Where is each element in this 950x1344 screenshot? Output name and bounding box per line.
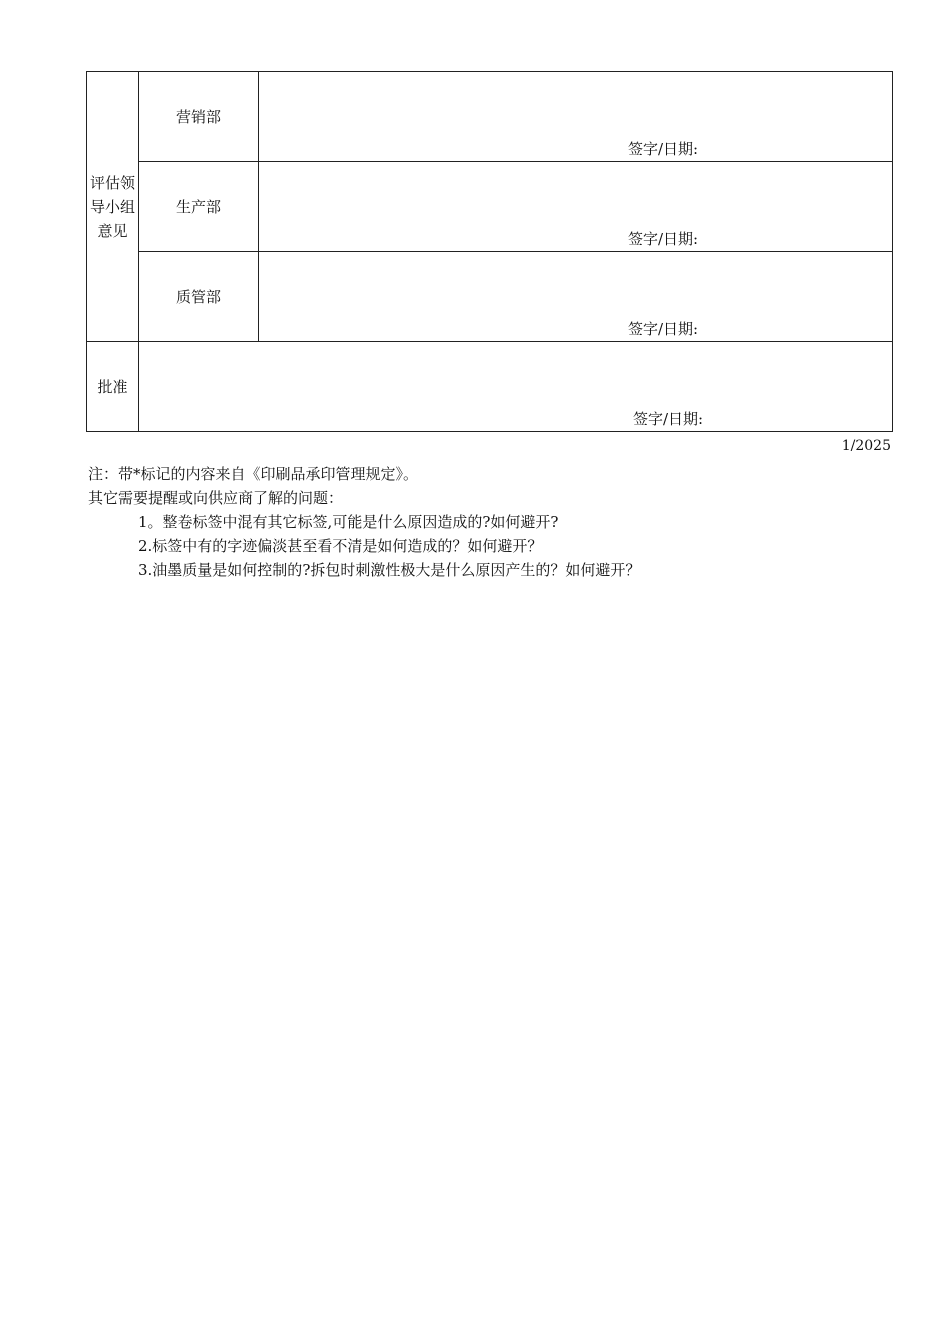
opinion-field-production[interactable] <box>259 162 893 252</box>
dept-label-production: 生产部 <box>139 162 259 252</box>
table-row-quality <box>87 252 893 342</box>
table-row-approval <box>87 342 893 432</box>
list-item: 3.油墨质量是如何控制的?拆包时刺激性极大是什么原因产生的？如何避开？ <box>138 561 641 579</box>
table-row-production <box>87 162 893 252</box>
list-item: 1。整卷标签中混有其它标签,可能是什么原因造成的?如何避开? <box>138 513 559 531</box>
table-row-marketing <box>87 72 893 162</box>
dept-label-quality: 质管部 <box>139 252 259 342</box>
page-number: 1/2025 <box>841 438 891 454</box>
notes-intro: 其它需要提醒或向供应商了解的问题： <box>88 489 344 507</box>
approval-field[interactable] <box>139 342 893 432</box>
opinion-field-quality[interactable] <box>259 252 893 342</box>
signature-date-label: 签字/日期: <box>628 320 699 338</box>
group-label-line-1: 评估领 <box>89 173 135 192</box>
approval-label: 批准 <box>87 342 139 432</box>
approval-signature-date-label: 签字/日期: <box>633 410 704 428</box>
group-label-line-2: 导小组 <box>89 197 135 216</box>
group-label-cell <box>87 72 139 342</box>
evaluation-form-table <box>86 71 893 432</box>
opinion-field-marketing[interactable] <box>259 72 893 162</box>
signature-date-label: 签字/日期: <box>628 140 699 158</box>
signature-date-label: 签字/日期: <box>628 230 699 248</box>
dept-label-marketing: 营销部 <box>139 72 259 162</box>
notes-section <box>88 462 888 582</box>
note-line: 注：带*标记的内容来自《印刷品承印管理规定》。 <box>88 465 419 483</box>
list-item: 2.标签中有的字迹偏淡甚至看不清是如何造成的？如何避开？ <box>138 537 543 555</box>
group-label-line-3: 意见 <box>97 221 128 240</box>
